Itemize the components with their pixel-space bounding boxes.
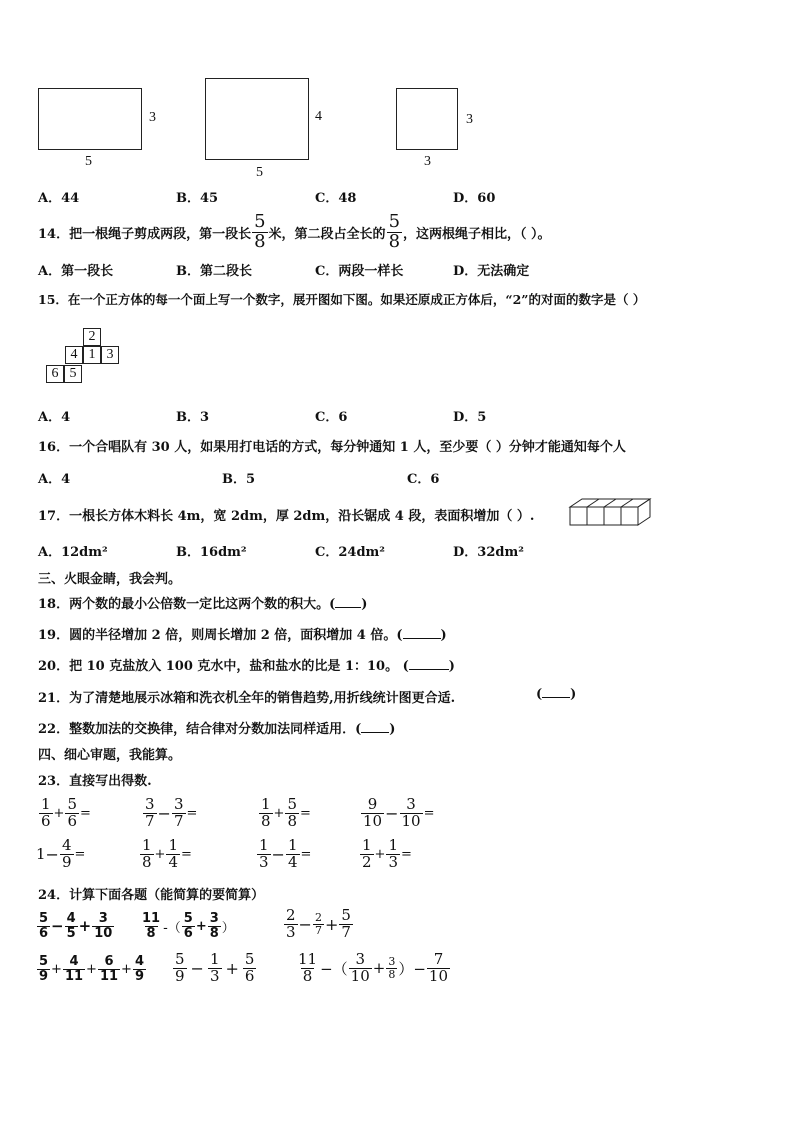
option-a[interactable]: A．4 [38,410,71,425]
option-b[interactable]: B．第二段长 [176,264,252,279]
numerator: 1 [388,836,398,854]
denominator: 7 [341,922,351,941]
judge-text: 18．两个数的最小公倍数一定比这两个数的积大。( [38,597,336,612]
numerator: 5 [39,954,49,969]
operator: + [51,961,62,977]
q24-expr-1 [36,912,115,940]
denominator: 10 [94,925,113,941]
close-paren: ) [440,628,447,643]
judge-item-22 [38,718,395,737]
equals-sign: = [423,805,435,821]
operator: − [385,803,399,823]
numerator: 5 [39,911,49,926]
judge-text: 21．为了清楚地展示冰箱和洗衣机全年的销售趋势,用折线统计图更合适. [38,691,456,706]
numerator: 1 [287,836,298,854]
q24-expr-2 [139,912,235,940]
equals-sign: = [181,846,192,862]
option-b[interactable]: B．5 [222,472,256,487]
close-paren: ) [448,659,455,674]
denominator: 8 [388,230,401,252]
rectangle-5x3 [38,88,142,150]
denominator: 3 [388,852,398,871]
denominator: 6 [244,966,255,985]
denominator: 7 [145,811,155,830]
numerator: 1 [168,836,178,854]
q23-expr-2 [142,797,197,830]
operator: + [154,846,166,862]
q14-suffix: ，这两根绳子相比，（ ）。 [403,226,551,242]
numerator: 5 [183,911,193,926]
q14-prefix: 14．把一根绳子剪成两段，第一段长 [38,226,252,242]
equals-sign: = [300,846,312,862]
net-face-6: 6 [46,365,64,383]
q23-expr-5 [36,838,85,871]
denominator: 4 [168,852,178,871]
denominator: 8 [209,925,219,941]
denominator: 9 [61,852,72,871]
numerator: 4 [61,836,72,854]
equals-sign: = [74,846,86,862]
operator: + [372,959,386,978]
numerator: 3 [355,950,365,968]
denominator: 8 [146,925,156,941]
q24-expr-3 [283,908,354,941]
q23-expr-7 [256,838,311,871]
section-3-heading: 三、火眼金睛，我会判。 [38,572,182,587]
denominator: 9 [134,968,144,984]
numerator: 5 [244,950,255,968]
rectangle-5x4 [205,78,309,160]
q14-fraction-2 [387,210,402,252]
net-face-1: 1 [83,346,101,364]
denominator: 8 [388,967,396,981]
q14-question [38,212,551,252]
option-d[interactable]: D．32dm² [453,545,524,560]
rect1-height-label: 3 [149,110,156,125]
q24-expr-4 [36,955,147,983]
operator: − [298,914,312,934]
numerator: 4 [66,911,76,926]
q23-expr-8 [359,838,412,871]
close-paren: ) [361,597,368,612]
denominator: 10 [350,966,370,985]
cuboid-wood-figure [568,496,652,528]
numerator: 9 [367,795,378,813]
rect2-width-label: 5 [256,165,263,180]
numerator: 1 [142,836,152,854]
operator: − [271,844,285,864]
net-face-5: 5 [64,365,82,383]
numerator: 3 [145,795,155,813]
operator: ） [221,920,235,936]
denominator: 6 [67,811,77,830]
q23-expr-3 [258,797,311,830]
net-face-3: 3 [101,346,119,364]
operator: + [53,805,65,821]
denominator: 6 [41,811,51,830]
operator: − [51,917,64,936]
option-d[interactable]: D．5 [453,410,487,425]
whole-number: 1 [36,845,46,864]
numerator: 3 [388,955,396,969]
numerator: 5 [254,210,266,232]
q24-title: 24．计算下面各题（能简算的要简算） [38,888,265,903]
denominator: 2 [362,852,372,871]
option-c[interactable]: C．48 [315,191,357,206]
open-paren: ( [536,687,543,702]
numerator: 5 [67,795,77,813]
answer-blank[interactable] [361,732,389,733]
judge-item-21-answer [536,687,576,702]
option-c[interactable]: C．6 [407,472,440,487]
operator: + [273,805,285,821]
option-a[interactable]: A．4 [38,472,71,487]
numerator: 5 [388,210,401,232]
denominator: 10 [401,811,421,830]
option-b[interactable]: B．3 [176,410,210,425]
operator: ）− [398,959,426,978]
numerator: 5 [175,950,185,968]
numerator: 3 [98,911,108,926]
operator: − [45,844,59,864]
numerator: 3 [173,795,184,813]
q23-title: 23．直接写出得数. [38,774,152,789]
denominator: 9 [175,966,185,985]
numerator: 4 [134,954,144,969]
option-a[interactable]: A．44 [38,191,80,206]
q14-mid: 米，第二段占全长的 [268,226,386,242]
numerator: 4 [69,954,79,969]
denominator: 8 [287,811,297,830]
answer-blank[interactable] [409,669,449,670]
close-paren: ) [389,722,396,737]
rect1-width-label: 5 [85,154,92,169]
judge-text: 19．圆的半径增加 2 倍，则周长增加 2 倍，面积增加 4 倍。( [38,628,403,643]
close-paren: ) [570,687,577,702]
q15-question: 15．在一个正方体的每一个面上写一个数字，展开图如下图。如果还原成正方体后，“2”的对面的数字是（ ） [38,292,646,307]
numerator: 2 [286,906,296,924]
section-4-heading: 四、细心审题，我能算。 [38,748,182,763]
answer-blank[interactable] [542,697,570,698]
answer-blank[interactable] [335,607,361,608]
q23-expr-6 [139,838,192,871]
q23-expr-1 [38,797,91,830]
option-b[interactable]: B．16dm² [176,545,247,560]
q14-fraction-1 [252,210,267,252]
judge-item-20 [38,655,455,674]
numerator: 5 [341,906,351,924]
denominator: 10 [363,811,383,830]
net-face-2: 2 [83,328,101,346]
rect2-height-label: 4 [315,109,322,124]
numerator: 5 [287,795,297,813]
operator: + [121,961,132,977]
judge-item-21 [38,687,455,706]
operator: + [78,917,92,936]
answer-blank[interactable] [403,638,441,639]
q17-question: 17．一根长方体木料长 4m，宽 2dm，厚 2dm，沿长锯成 4 段，表面积增加（ ）. [38,509,535,524]
denominator: 8 [261,811,271,830]
numerator: 2 [314,911,322,925]
operator: + [86,961,97,977]
operator: − [190,958,204,978]
judge-item-19 [38,624,447,643]
operator: -（ [163,920,181,936]
denominator: 3 [286,922,296,941]
denominator: 7 [173,811,184,830]
q16-question: 16．一个合唱队有 30 人，如果用打电话的方式，每分钟通知 1 人，至少要（ ）分钟才能通知每个人 [38,440,626,455]
denominator: 9 [39,968,49,984]
numerator: 6 [104,954,114,969]
denominator: 5 [66,925,76,941]
option-c[interactable]: C．两段一样长 [315,264,404,279]
numerator: 7 [433,950,444,968]
option-d[interactable]: D．无法确定 [453,264,530,279]
equals-sign: = [80,805,91,821]
operator: + [225,958,239,978]
denominator: 11 [64,968,84,984]
square-3x3 [396,88,458,150]
equals-sign: = [401,846,412,862]
operator: −（ [320,959,348,978]
numerator: 11 [142,911,161,926]
numerator: 3 [209,911,219,926]
numerator: 1 [261,795,271,813]
denominator: 11 [99,968,119,984]
equals-sign: = [186,805,198,821]
square-width-label: 3 [424,154,431,169]
denominator: 4 [287,852,298,871]
judge-text: 22．整数加法的交换律，结合律对分数加法同样适用．( [38,722,362,737]
numerator: 1 [362,836,372,854]
denominator: 3 [209,966,220,985]
option-c[interactable]: C．24dm² [315,545,385,560]
option-b[interactable]: B．45 [176,191,219,206]
net-face-4: 4 [65,346,83,364]
option-a[interactable]: A．第一段长 [38,264,114,279]
numerator: 11 [298,950,318,968]
denominator: 7 [314,923,322,937]
q24-expr-5 [172,952,257,985]
denominator: 6 [183,925,193,941]
q23-expr-4 [360,797,435,830]
denominator: 6 [39,925,49,941]
numerator: 1 [41,795,51,813]
denominator: 10 [428,966,449,985]
judge-item-18 [38,593,367,612]
judge-text: 20．把 10 克盐放入 100 克水中，盐和盐水的比是 1：10。 ( [38,659,409,674]
operator: + [195,918,207,934]
square-height-label: 3 [466,112,473,127]
denominator: 8 [254,230,266,252]
option-a[interactable]: A．12dm² [38,545,108,560]
denominator: 8 [302,966,313,985]
numerator: 3 [406,795,416,813]
option-c[interactable]: C．6 [315,410,348,425]
q24-expr-6 [295,952,451,985]
denominator: 8 [142,852,152,871]
denominator: 3 [259,852,269,871]
option-d[interactable]: D．60 [453,191,496,206]
numerator: 1 [209,950,220,968]
equals-sign: = [300,805,311,821]
numerator: 1 [259,836,269,854]
operator: + [374,846,386,862]
operator: − [157,803,171,823]
operator: + [324,914,339,934]
